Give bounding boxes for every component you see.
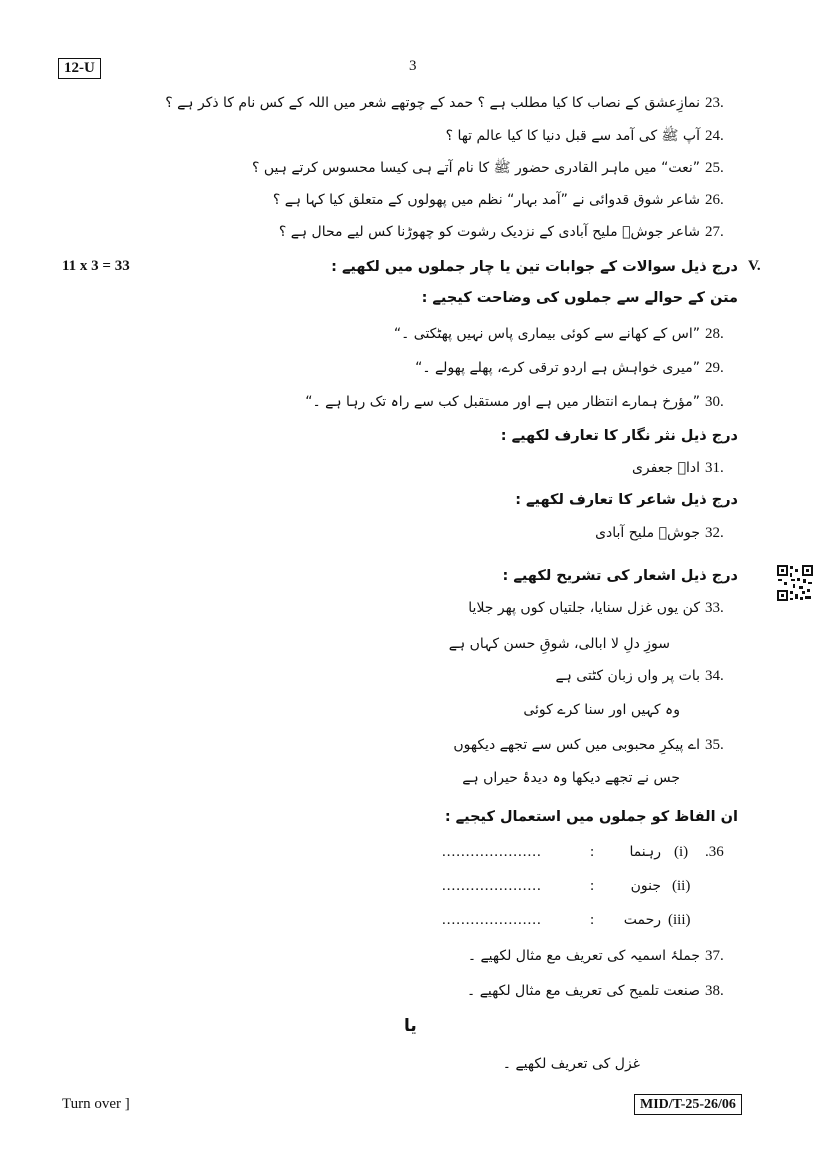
question-36-ii-word: جنون — [630, 878, 661, 894]
question-36-iii-answer-line: ..................... — [442, 912, 542, 928]
question-36-i-label: (i) — [674, 844, 689, 860]
prose-writer-heading: درج ذیل نثر نگار کا تعارف لکھیے : — [500, 428, 738, 444]
question-36-ii-colon: : — [590, 878, 595, 894]
section-marks: 11 x 3 = 33 — [62, 258, 130, 274]
question-28-text: ”اس کے کھانے سے کوئی بیماری پاس نہیں پھٹکتی ۔“ — [393, 326, 700, 342]
question-36-ii-label: (ii) — [672, 878, 691, 894]
question-38-number: 38. — [705, 983, 724, 999]
section-heading: درج ذیل سوالات کے جوابات تین یا چار جملوں میں لکھیے : — [331, 259, 738, 275]
question-28-number: 28. — [705, 326, 724, 342]
question-32-text: جوشؔ ملیح آبادی — [595, 525, 700, 541]
question-35-number: 35. — [705, 737, 724, 753]
question-31-text: اداؔ جعفری — [631, 460, 700, 476]
question-29-number: 29. — [705, 360, 724, 376]
question-26-number: 26. — [705, 192, 724, 208]
question-30-text: ”مؤرخ ہمارے انتظار میں ہے اور مستقبل کب سے راہ تک رہا ہے ۔“ — [305, 394, 700, 410]
question-33-line-1: کن یوں غزل سنایا، جلتیاں کوں پھر جلایا — [468, 600, 700, 616]
question-35-line-1: اے پیکرِ محبوبی میں کس سے تجھے دیکھوں — [453, 737, 700, 753]
question-23-number: 23. — [705, 95, 724, 111]
poet-heading: درج ذیل شاعر کا تعارف لکھیے : — [515, 492, 738, 508]
question-27-number: 27. — [705, 224, 724, 240]
question-36-number: .36 — [705, 844, 724, 860]
question-30-number: 30. — [705, 394, 724, 410]
question-36-iii-label: (iii) — [668, 912, 691, 928]
or-label: یا — [404, 1016, 417, 1036]
question-34-number: 34. — [705, 668, 724, 684]
question-37-number: 37. — [705, 948, 724, 964]
page-number: 3 — [409, 58, 417, 74]
question-36-i-word: رہنما — [629, 844, 661, 860]
question-24-text: آپ ﷺ کی آمد سے قبل دنیا کا کیا عالم تھا ؟ — [445, 128, 700, 144]
question-33-number: 33. — [705, 600, 724, 616]
question-25-number: 25. — [705, 160, 724, 176]
question-25-text: ”نعت“ میں ماہر القادری حضور ﷺ کا نام آتے ہی کیسا محسوس کرتے ہیں ؟ — [251, 160, 700, 176]
question-35-line-2: جس نے تجھے دیکھا وہ دیدۂ حیراں ہے — [462, 770, 680, 786]
question-31-number: 31. — [705, 460, 724, 476]
paper-code-badge: 12-U — [58, 58, 101, 79]
turn-over-label: Turn over ] — [62, 1096, 130, 1112]
question-36-iii-word: رحمت — [623, 912, 661, 928]
question-36-ii-answer-line: ..................... — [442, 878, 542, 894]
qr-code-icon — [776, 564, 814, 602]
question-32-number: 32. — [705, 525, 724, 541]
question-37-text: جملۂ اسمیہ کی تعریف مع مثال لکھیے ۔ — [467, 948, 700, 964]
question-34-line-1: بات پر واں زبان کٹتی ہے — [555, 668, 700, 684]
question-36-iii-colon: : — [590, 912, 595, 928]
words-heading: ان الفاظ کو جملوں میں استعمال کیجیے : — [444, 809, 738, 825]
question-33-line-2: سوزِ دلِ لا ابالی، شوقِ حسن کہاں ہے — [448, 636, 670, 652]
section-subheading: متن کے حوالے سے جملوں کی وضاحت کیجیے : — [421, 290, 738, 306]
couplet-heading: درج ذیل اشعار کی تشریح لکھیے : — [502, 568, 738, 584]
section-roman-numeral: V. — [748, 258, 761, 274]
question-23-text: نمازِعشق کے نصاب کا کیا مطلب ہے ؟ حمد کے چوتھے شعر میں اللہ کے کس نام کا ذکر ہے ؟ — [165, 95, 700, 111]
question-24-number: 24. — [705, 128, 724, 144]
exam-code-badge: MID/T-25-26/06 — [634, 1094, 742, 1115]
question-38-text: صنعت تلمیح کی تعریف مع مثال لکھیے ۔ — [467, 983, 700, 999]
question-36-i-answer-line: ..................... — [442, 844, 542, 860]
question-36-i-colon: : — [590, 844, 595, 860]
ghazal-definition-text: غزل کی تعریف لکھیے ۔ — [502, 1056, 640, 1072]
question-26-text: شاعر شوق قدوائی نے ”آمد بہار“ نظم میں پھولوں کے متعلق کیا کہا ہے ؟ — [272, 192, 700, 208]
question-29-text: ”میری خواہش ہے اردو ترقی کرے، پھلے پھولے ۔“ — [415, 360, 700, 376]
question-34-line-2: وہ کہیں اور سنا کرے کوئی — [523, 702, 680, 718]
question-27-text: شاعر جوشؔ ملیح آبادی کے نزدیک رشوت کو چھوڑنا کس لیے محال ہے ؟ — [278, 224, 700, 240]
